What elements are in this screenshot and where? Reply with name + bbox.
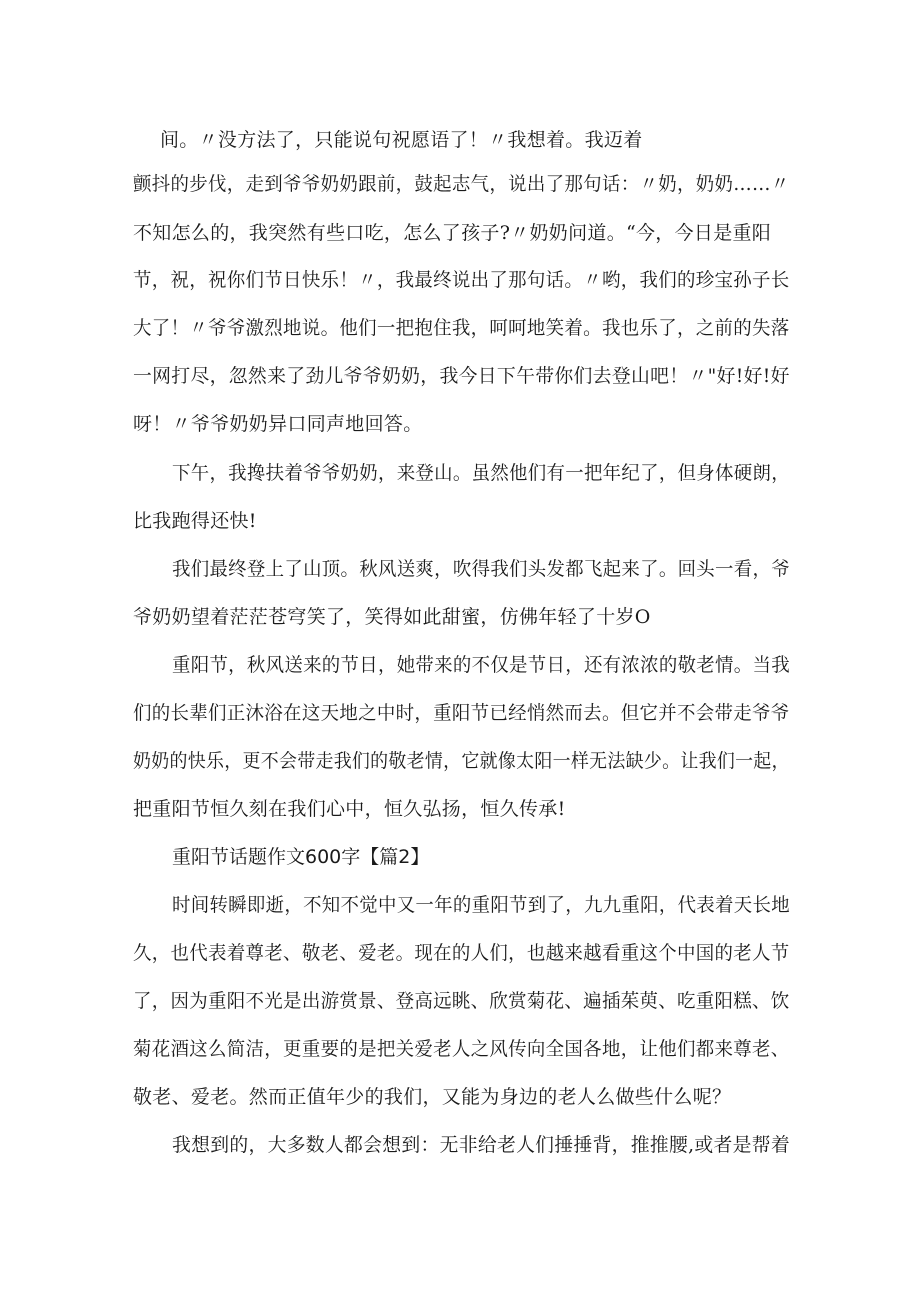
text-line: 久，也代表着尊老、敬老、爱老。现在的人们，也越来越看重这个中国的老人节 (133, 942, 790, 964)
text-line: 把重阳节恒久刻在我们心中，恒久弘扬，恒久传承! (133, 798, 566, 820)
text-line: 爷奶奶望着茫茫苍穹笑了，笑得如此甜蜜，仿佛年轻了十岁O (133, 606, 651, 628)
text-line: 敬老、爱老。然而正值年少的我们，又能为身边的老人么做些什么呢？ (133, 1086, 732, 1108)
text-line: 们的长辈们正沐浴在这天地之中时，重阳节已经悄然而去。但它并不会带走爷爷 (133, 702, 790, 724)
text-line: 我想到的，大多数人都会想到：无非给老人们捶捶背，推推腰,或者是帮着 (172, 1134, 790, 1156)
text-line: 我们最终登上了山顶。秋风送爽，吹得我们头发都飞起来了。回头一看，爷 (172, 558, 790, 580)
text-line: 间。〃没方法了，只能说句祝愿语了！〃我想着。我迈着 (160, 129, 643, 151)
text-line: 重阳节，秋风送来的节日，她带来的不仅是节日，还有浓浓的敬老情。当我 (172, 654, 790, 676)
text-line: 大了！〃爷爷激烈地说。他们一把抱住我，呵呵地笑着。我也乐了，之前的失落 (133, 317, 790, 339)
text-line: 了，因为重阳不光是出游赏景、登高远眺、欣赏菊花、遍插茱萸、吃重阳糕、饮 (133, 990, 790, 1012)
text-line: 下午，我搀扶着爷爷奶奶，来登山。虽然他们有一把年纪了，但身体硬朗， (172, 462, 790, 484)
text-line: 时间转瞬即逝，不知不觉中又一年的重阳节到了，九九重阳，代表着天长地 (172, 894, 790, 916)
text-line: 奶奶的快乐，更不会带走我们的敬老情，它就像太阳一样无法缺少。让我们一起， (133, 750, 790, 772)
text-line: 不知怎么的，我突然有些口吃，怎么了孩子?〃奶奶问道。“今，今日是重阳 (133, 222, 772, 244)
text-line: 一网打尽，忽然来了劲儿爷爷奶奶，我今日下午带你们去登山吧！〃"好!好!好 (133, 365, 790, 387)
text-line: 节，祝，祝你们节日快乐！〃，我最终说出了那句话。〃哟，我们的珍宝孙子长 (133, 269, 790, 291)
text-line: 比我跑得还快! (133, 510, 257, 532)
text-line: 菊花酒这么简洁，更重要的是把关爱老人之风传向全国各地，让他们都来尊老、 (133, 1038, 790, 1060)
text-line: 颤抖的步伐，走到爷爷奶奶跟前，鼓起志气，说出了那句话：〃奶，奶奶……〃 (133, 173, 790, 195)
section-heading: 重阳节话题作文600字【篇2】 (172, 846, 430, 868)
text-line: 呀！〃爷爷奶奶异口同声地回答。 (133, 413, 423, 435)
